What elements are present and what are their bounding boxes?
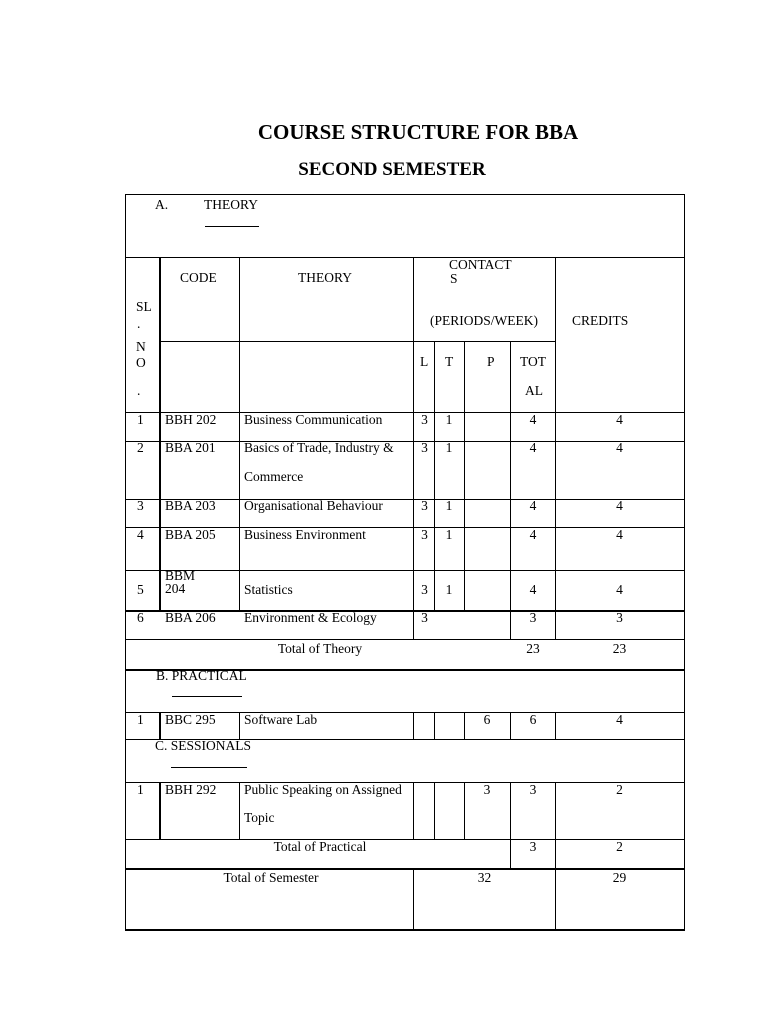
total-theory-label: Total of Theory — [277, 641, 363, 656]
row-credits: 4 — [616, 498, 623, 513]
section-b-label: B. PRACTICAL — [156, 668, 247, 683]
total-semester-credits: 29 — [612, 870, 627, 885]
header-total: TOT — [520, 354, 546, 369]
row-p: 3 — [483, 782, 491, 797]
table-border-bottom — [125, 929, 685, 931]
total-theory-total: 23 — [526, 641, 540, 656]
row-code: BBA 201 — [165, 440, 216, 455]
row-sl: 5 — [137, 582, 144, 597]
col-line-sl — [159, 712, 161, 739]
col-line-l — [434, 712, 435, 739]
col-line-code — [239, 782, 240, 839]
row-total: 4 — [529, 440, 537, 455]
col-line-code — [239, 257, 240, 611]
row-code: BBA 206 — [165, 610, 216, 625]
row-sl: 4 — [137, 527, 144, 542]
row-sl: 2 — [137, 440, 144, 455]
header-contacts: CONTACT — [449, 257, 512, 272]
row-name: Business Environment — [244, 527, 366, 542]
section-b-underline — [172, 696, 242, 697]
row-line — [160, 341, 555, 342]
header-contacts: S — [450, 271, 458, 286]
row-line — [125, 570, 685, 571]
row-l: 3 — [421, 610, 428, 625]
page-subtitle: SECOND SEMESTER — [298, 159, 486, 180]
row-total: 4 — [529, 498, 537, 513]
row-t: 1 — [445, 412, 453, 427]
row-sl: 1 — [137, 412, 144, 427]
row-name: Environment & Ecology — [244, 610, 377, 625]
total-theory-credits: 23 — [612, 641, 627, 656]
header-theory: THEORY — [298, 270, 352, 285]
header-total: AL — [525, 383, 543, 398]
row-name: Software Lab — [244, 712, 318, 727]
row-l: 3 — [421, 582, 428, 597]
row-name: Business Communication — [244, 412, 383, 427]
table-border-top — [125, 194, 685, 195]
row-total: 3 — [529, 782, 537, 797]
row-credits: 4 — [616, 582, 623, 597]
total-semester-label: Total of Semester — [223, 870, 319, 885]
row-name: Public Speaking on Assigned — [244, 782, 402, 797]
section-c-label: C. SESSIONALS — [155, 738, 252, 753]
row-sl: 1 — [137, 712, 144, 727]
table-border-left — [125, 194, 126, 930]
row-line — [125, 257, 685, 258]
row-credits: 4 — [616, 412, 623, 427]
row-code-cont: 204 — [165, 581, 186, 596]
row-credits: 4 — [616, 440, 623, 455]
section-a-letter: A. — [155, 197, 169, 212]
row-code: BBH 292 — [165, 782, 217, 797]
row-l: 3 — [421, 498, 428, 513]
header-t: T — [445, 354, 454, 369]
total-practical-label: Total of Practical — [273, 839, 367, 854]
header-l: L — [420, 354, 429, 369]
header-periods: (PERIODS/WEEK) — [430, 313, 538, 328]
row-t: 1 — [445, 440, 453, 455]
row-l: 3 — [421, 412, 428, 427]
row-total: 3 — [529, 610, 537, 625]
col-line-sl — [159, 257, 161, 611]
row-total: 4 — [529, 582, 537, 597]
row-name: Basics of Trade, Industry & — [244, 440, 394, 455]
row-code: BBA 203 — [165, 498, 216, 513]
row-total: 4 — [529, 527, 537, 542]
row-sl: 6 — [137, 610, 144, 625]
row-credits: 3 — [616, 610, 623, 625]
col-line-code — [239, 712, 240, 739]
row-t: 1 — [445, 582, 453, 597]
course-table — [125, 194, 685, 930]
row-sl: 1 — [137, 782, 144, 797]
col-line-l — [434, 782, 435, 839]
row-t: 1 — [445, 498, 453, 513]
header-sl: . — [137, 383, 141, 398]
row-code: BBM — [165, 568, 196, 583]
col-line-sl — [159, 782, 161, 839]
header-sl: O — [136, 355, 146, 370]
row-code: BBH 202 — [165, 412, 217, 427]
section-c-underline — [171, 767, 247, 768]
header-p: P — [487, 354, 495, 369]
row-line — [125, 639, 685, 640]
total-practical-total: 3 — [529, 839, 537, 854]
table-border-right — [684, 194, 685, 930]
row-credits: 4 — [616, 527, 623, 542]
col-line-theory — [413, 712, 414, 739]
page-title: COURSE STRUCTURE FOR BBA — [257, 120, 579, 144]
row-name: Organisational Behaviour — [244, 498, 383, 513]
row-total: 6 — [529, 712, 537, 727]
col-line-t — [464, 341, 465, 611]
row-credits: 2 — [616, 782, 623, 797]
header-sl: N — [136, 339, 146, 354]
row-credits: 4 — [616, 712, 623, 727]
total-practical-credits: 2 — [616, 839, 623, 854]
total-semester-total: 32 — [477, 870, 492, 885]
header-sl: . — [137, 316, 141, 331]
row-l: 3 — [421, 440, 428, 455]
row-name-cont: Commerce — [244, 469, 304, 484]
row-sl: 3 — [137, 498, 144, 513]
header-credits: CREDITS — [572, 313, 629, 328]
section-a-label: THEORY — [204, 197, 258, 212]
section-a-underline — [205, 226, 259, 227]
row-name: Statistics — [244, 582, 293, 597]
row-name-cont: Topic — [244, 810, 275, 825]
header-sl: SL — [136, 299, 152, 314]
header-code: CODE — [180, 270, 217, 285]
row-code: BBC 295 — [165, 712, 216, 727]
row-p: 6 — [483, 712, 491, 727]
row-t: 1 — [445, 527, 453, 542]
col-line-theory — [413, 782, 414, 839]
row-code: BBA 205 — [165, 527, 216, 542]
row-total: 4 — [529, 412, 537, 427]
row-l: 3 — [421, 527, 428, 542]
col-line-l — [434, 341, 435, 611]
